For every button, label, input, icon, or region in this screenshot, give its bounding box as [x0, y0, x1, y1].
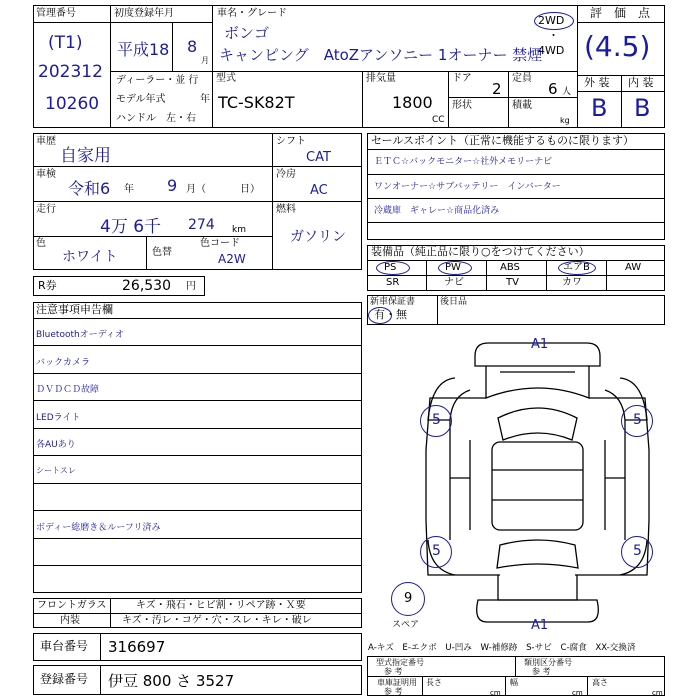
inspection-day-unit: 日）	[240, 184, 260, 195]
mgmt-number-1: 202312	[38, 62, 103, 82]
color-change-label: 色替	[152, 247, 172, 258]
displacement-unit: CC	[432, 115, 445, 125]
mgmt-label: 管理番号	[36, 8, 76, 19]
interior-cond-label: 内装	[60, 615, 80, 626]
width-label: 幅	[510, 678, 518, 687]
equip-sr: SR	[386, 277, 400, 288]
car-name-line1: ボンゴ	[224, 24, 270, 42]
chassis-value: 316697	[108, 638, 166, 656]
cert-label: 車庫証明用	[377, 678, 417, 687]
note-line-4: LEDライト	[36, 413, 81, 423]
reg-value: 伊豆 800 さ 3527	[108, 672, 235, 690]
chassis-label: 車台番号	[40, 639, 89, 653]
drive-dot: ・	[548, 29, 559, 42]
category-sub: 参 考	[532, 667, 551, 676]
cert-sub: 参 考	[384, 687, 403, 696]
sales-point-3: 冷蔵庫 ギャレー☆商品化済み	[374, 206, 500, 216]
front-glass-items: キズ・飛石・ヒビ割・リペア跡・Ｘ要	[136, 600, 306, 611]
model-value: TC-SK82T	[218, 93, 295, 112]
car-name-label: 車名・グレード	[217, 8, 287, 19]
interior-cond-items: キズ・汚レ・コゲ・穴・スレ・キレ・破レ	[122, 615, 312, 626]
equip-pw: PW	[445, 262, 461, 273]
equip-tv: TV	[506, 277, 519, 288]
drive-2wd: 2WD	[538, 14, 565, 27]
exterior-label: 外 装	[584, 76, 610, 89]
height-label: 高さ	[592, 678, 608, 687]
first-reg-era: 平成18	[117, 40, 170, 59]
note-line-8: ボディー総磨き＆ルーフリ済み	[36, 523, 161, 533]
later-items-label: 後日品	[440, 297, 468, 307]
tire-front-right: 5	[633, 412, 642, 428]
equip-ps: PS	[384, 262, 397, 273]
ac-label: 冷房	[276, 169, 296, 180]
equip-navi: ナビ	[444, 277, 464, 288]
mgmt-number-2: 10260	[45, 94, 100, 114]
score-label: 評 価 点	[590, 6, 651, 20]
capacity-label: 定員	[512, 73, 532, 84]
score-value: (4.5)	[584, 30, 651, 63]
shift-value: CAT	[306, 150, 331, 165]
length-unit: cm	[490, 689, 501, 697]
drive-4wd: 4WD	[538, 44, 565, 57]
dealer-label: ディーラー・並 行	[116, 75, 199, 86]
tire-front-left: 5	[432, 412, 441, 428]
use-label: 車歴	[36, 136, 56, 147]
height-unit: cm	[652, 689, 663, 697]
warranty-value: 有・無	[374, 308, 407, 321]
model-label: 型式	[216, 73, 236, 84]
model-designation-label: 型式指定番号	[376, 658, 424, 667]
fuel-label: 燃料	[276, 204, 296, 215]
inspection-year-unit: 年	[124, 184, 134, 195]
color-label: 色	[36, 238, 46, 249]
shape-label: 形状	[452, 100, 472, 111]
load-unit: kg	[560, 116, 570, 125]
inspection-era: 令和6	[68, 179, 111, 198]
first-reg-month: 8	[187, 37, 198, 56]
handle-label: ハンドル 左・右	[116, 113, 196, 124]
shift-label: シフト	[276, 136, 306, 147]
note-line-1: Bluetoothオーディオ	[36, 330, 124, 340]
category-label: 類別区分番号	[524, 658, 572, 667]
notes-title: 注意事項申告欄	[36, 303, 113, 316]
mileage-rest: 274	[188, 217, 215, 233]
inspection-month: 9	[167, 176, 178, 195]
tire-rear-right: 5	[633, 543, 642, 559]
color-code-value: A2W	[218, 252, 246, 266]
inspection-label: 車検	[36, 169, 56, 180]
color-code-label: 色コード	[200, 238, 240, 249]
equipment-title: 装備品（純正品に限り○をつけてください）	[371, 245, 590, 258]
recycle-box	[33, 276, 205, 296]
sales-points-title: セールスポイント（正常に機能するものに限ります）	[371, 134, 635, 147]
sales-point-1: ＥＴＣ☆バックモニター☆社外メモリーナビ	[374, 157, 553, 167]
recycle-unit: 円	[186, 281, 196, 292]
length-label: 長さ	[426, 678, 442, 687]
displacement-value: 1800	[392, 93, 433, 112]
note-line-3: ＤＶＤＣＤ故障	[36, 385, 100, 395]
capacity-value: 6	[548, 80, 558, 98]
first-reg-month-unit: 月	[201, 56, 209, 65]
first-reg-label: 初度登録年月	[114, 8, 174, 19]
tire-rear-left: 5	[432, 543, 441, 559]
car-name-line2: キャンピング AtoZアンソニー 1オーナー 禁煙	[219, 46, 543, 64]
exterior-grade: B	[591, 94, 608, 122]
door-value: 2	[492, 80, 502, 98]
equip-abs: ABS	[500, 262, 520, 273]
rear-mark: A1	[531, 618, 549, 633]
use-value: 自家用	[60, 146, 111, 166]
mileage-value: 4万 6千	[100, 217, 162, 237]
fuel-value: ガソリン	[290, 229, 346, 245]
mgmt-code: (T1)	[48, 33, 83, 53]
capacity-unit: 人	[562, 87, 572, 97]
front-mark: A1	[531, 337, 549, 352]
spare-label: スペア	[392, 620, 420, 630]
damage-legend: A-キズ E-エクボ U-凹み W-補修跡 S-サビ C-腐食 XX-交換済	[368, 643, 636, 653]
width-unit: cm	[572, 689, 583, 697]
displacement-label: 排気量	[366, 73, 396, 84]
reg-label: 登録番号	[40, 672, 89, 686]
model-designation-sub: 参 考	[384, 667, 403, 676]
equip-airbag: エアB	[563, 262, 590, 273]
inspection-month-unit: 月（	[186, 184, 206, 195]
ac-value: AC	[310, 183, 328, 198]
recycle-label: R券	[38, 279, 57, 292]
warranty-label: 新車保証書	[370, 297, 416, 307]
equip-leather: カワ	[562, 277, 582, 288]
model-year-unit: 年	[200, 94, 210, 105]
note-line-5: 各AUあり	[36, 440, 76, 450]
color-value: ホワイト	[62, 249, 118, 265]
note-line-6: シートスレ	[36, 466, 76, 475]
front-glass-label: フロントガラス	[37, 600, 107, 611]
recycle-value: 26,530	[122, 278, 171, 294]
note-line-2: バックカメラ	[36, 358, 91, 368]
equip-aw: AW	[625, 262, 642, 273]
sales-point-2: ワンオーナー☆サブバッテリー インバーター	[374, 182, 561, 192]
model-year-label: モデル年式	[116, 94, 166, 105]
mileage-unit: km	[232, 225, 246, 235]
mileage-label: 走行	[36, 204, 56, 215]
interior-label: 内 装	[628, 76, 654, 89]
spare-value: 9	[404, 591, 413, 606]
load-label: 積載	[512, 100, 532, 111]
door-label: ドア	[452, 73, 472, 84]
interior-grade: B	[634, 94, 651, 122]
